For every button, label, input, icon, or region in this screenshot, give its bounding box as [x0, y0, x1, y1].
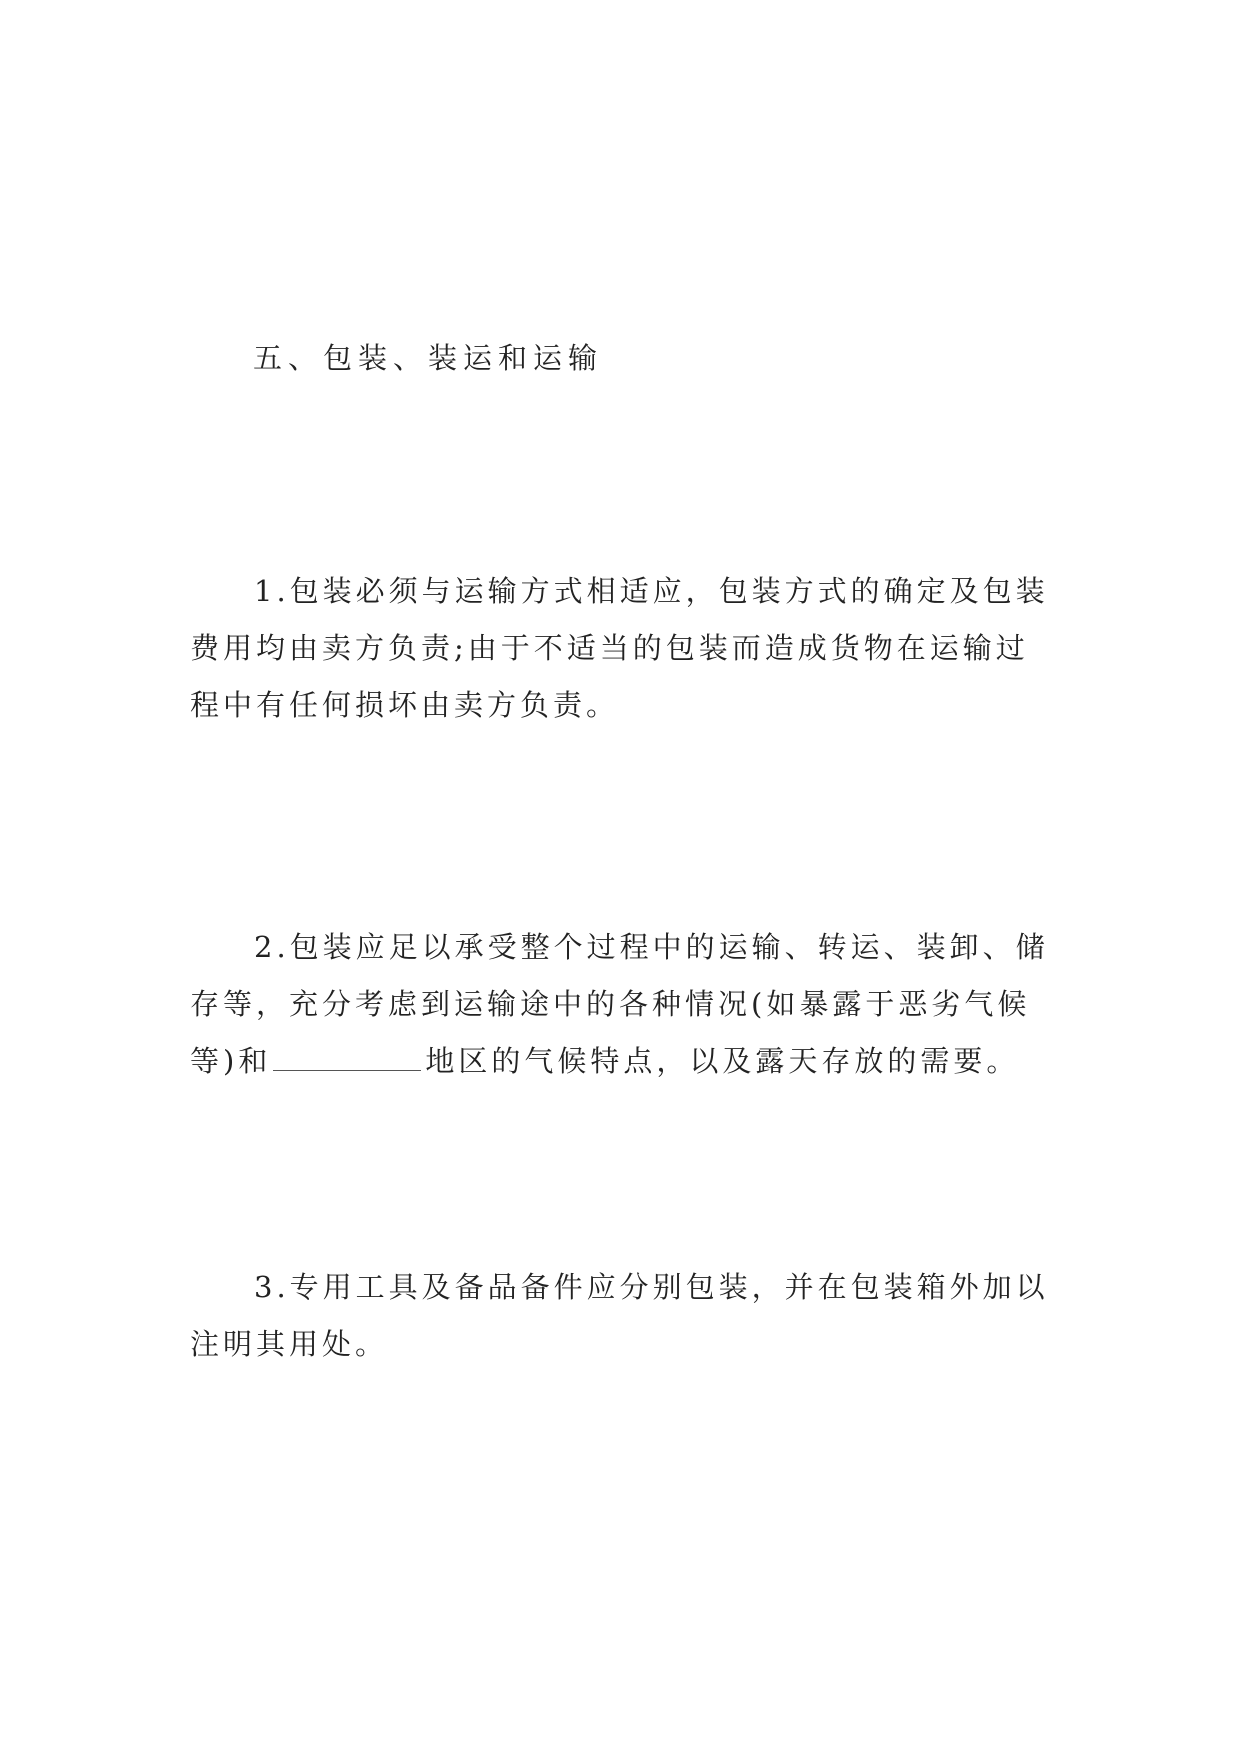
paragraph-line: 费用均由卖方负责;由于不适当的包装而造成货物在运输过 — [190, 631, 1029, 665]
paragraph-line: 2.包装应足以承受整个过程中的运输、转运、装卸、储 — [254, 930, 1049, 964]
paragraph-line: 注明其用处。 — [190, 1327, 389, 1361]
paragraph-line: 程中有任何损坏由卖方负责。 — [190, 688, 620, 722]
paragraph-2 — [190, 919, 1050, 1090]
text-before-blank: 等)和 — [190, 1044, 272, 1078]
paragraph-line: 1.包装必须与运输方式相适应，包装方式的确定及包装 — [254, 574, 1049, 608]
paragraph-line: 3.专用工具及备品备件应分别包装，并在包装箱外加以 — [254, 1270, 1049, 1304]
paragraph-line: 存等，充分考虑到运输途中的各种情况(如暴露于恶劣气候 — [190, 987, 1031, 1021]
section-heading: 五、包装、装运和运输 — [253, 341, 604, 375]
paragraph-1 — [190, 563, 1050, 734]
text-after-blank: 地区的气候特点，以及露天存放的需要。 — [425, 1044, 1020, 1078]
fill-in-blank — [273, 1046, 421, 1071]
paragraph-line — [190, 1033, 1050, 1090]
paragraph-3 — [190, 1259, 1050, 1373]
